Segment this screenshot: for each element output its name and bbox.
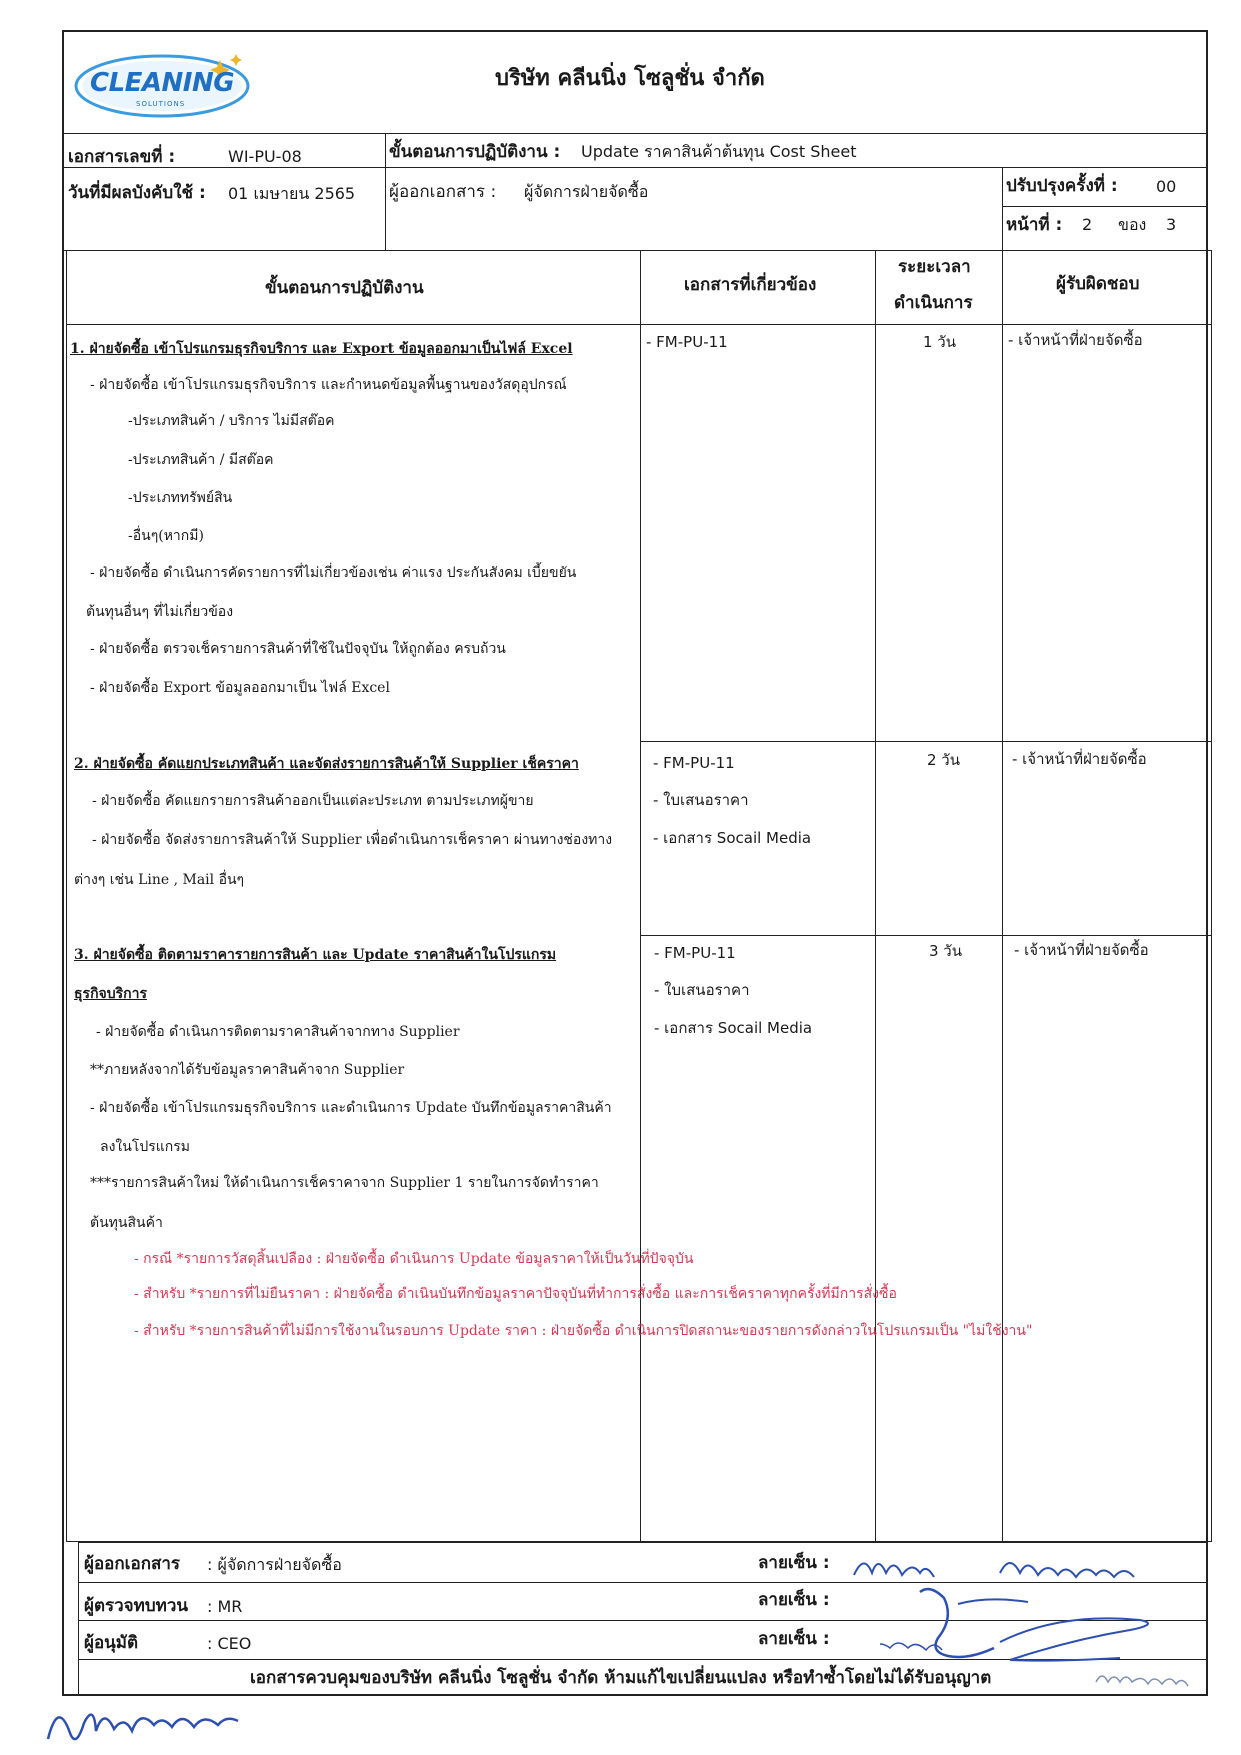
section-3-note: - กรณี *รายการวัสดุสิ้นเปลือง : ฝ่ายจัดซื้อ ดำเนินการ Update ข้อมูลราคาให้เป็นวันที่ปัจจุบัน — [134, 1251, 694, 1267]
approver-sign-label: ลายเซ็น : — [758, 1629, 830, 1649]
section-line: -ประเภทสินค้า / บริการ ไม่มีสต๊อค — [128, 413, 335, 429]
reviewer-approver-signature — [880, 1582, 1180, 1664]
section-line: - ฝ่ายจัดซื้อ ดำเนินการคัดรายการที่ไม่เกี่ยวข้องเช่น ค่าแรง ประกันสังคม เบี้ยขยัน — [90, 565, 577, 581]
rule — [875, 250, 876, 1542]
section-line: - ฝ่ายจัดซื้อ ดำเนินการติดตามราคาสินค้าจากทาง Supplier — [96, 1024, 460, 1040]
rule — [62, 133, 1208, 134]
header-responsible: ผู้รับผิดชอบ — [1056, 274, 1140, 294]
section-3-note: - สำหรับ *รายการที่ไม่ยืนราคา : ฝ่ายจัดซื้อ ดำเนินบันทึกข้อมูลราคาปัจจุบันที่ทำการสั่งซื้อ และการเช็คราคาทุกครั้งที่มีการสั่งซื้อ — [134, 1286, 897, 1302]
section-2-title: 2. ฝ่ายจัดซื้อ คัดแยกประเภทสินค้า และจัดส่งรายการสินค้าให้ Supplier เช็คราคา — [74, 756, 579, 772]
procedure-label: ขั้นตอนการปฏิบัติงาน : — [389, 142, 561, 162]
rule — [640, 250, 641, 1542]
section-line: **ภายหลังจากได้รับข้อมูลราคาสินค้าจาก Supplier — [90, 1062, 405, 1078]
section-3-title: 3. ฝ่ายจัดซื้อ ติดตามราคารายการสินค้า และ Update ราคาสินค้าในโปรแกรม — [74, 947, 557, 963]
issuer-value: ผู้จัดการฝ่ายจัดซื้อ — [524, 182, 649, 201]
issuer-label: ผู้ออกเอกสาร : — [389, 182, 497, 202]
effective-label: วันที่มีผลบังคับใช้ : — [68, 183, 206, 203]
section-line: - ฝ่ายจัดซื้อ เข้าโปรแกรมธุรกิจบริการ และดำเนินการ Update บันทึกข้อมูลราคาสินค้า — [90, 1100, 612, 1116]
section-line: - ฝ่ายจัดซื้อ Export ข้อมูลออกมาเป็น ไฟล์ Excel — [90, 680, 390, 696]
rule — [66, 324, 1212, 325]
footer-issuer-label: ผู้ออกเอกสาร — [84, 1554, 181, 1574]
procedure-table — [66, 250, 1212, 1542]
margin-handwriting — [1092, 1664, 1212, 1690]
section-2-duration: 2 วัน — [927, 751, 960, 769]
footer-issuer-value: : ผู้จัดการฝ่ายจัดซื้อ — [207, 1555, 342, 1574]
section-3-title-line2: ธุรกิจบริการ — [74, 986, 148, 1002]
effective-date: 01 เมษายน 2565 — [228, 184, 356, 203]
logo-wordmark: CLEANING — [90, 68, 235, 98]
page-number: 2 — [1082, 215, 1093, 234]
footer-approver-label: ผู้อนุมัติ — [84, 1633, 139, 1653]
revision-value: 00 — [1156, 177, 1177, 196]
section-3-duration: 3 วัน — [929, 942, 962, 960]
header-documents: เอกสารที่เกี่ยวข้อง — [684, 275, 817, 295]
section-line: ***รายการสินค้าใหม่ ให้ดำเนินการเช็คราคาจาก Supplier 1 รายในการจัดทำราคา — [90, 1175, 599, 1191]
section-line: ต่างๆ เช่น Line , Mail อื่นๆ — [74, 872, 245, 888]
section-1-document: - FM-PU-11 — [646, 333, 728, 351]
document-control-note: เอกสารควบคุมของบริษัท คลีนนิ่ง โซลูชั่น จำกัด ห้ามแก้ไขเปลี่ยนแปลง หรือทำซ้ำโดยไม่ได้รับอนุญาต — [250, 1668, 992, 1688]
section-line: - ฝ่ายจัดซื้อ จัดส่งรายการสินค้าให้ Supplier เพื่อดำเนินการเช็คราคา ผ่านทางช่องทาง — [92, 832, 613, 848]
page-label: หน้าที่ : — [1006, 215, 1063, 235]
rule — [640, 935, 1212, 936]
section-3-document: - ใบเสนอราคา — [654, 981, 750, 999]
page-total: 3 — [1166, 215, 1177, 234]
rule — [640, 741, 1212, 742]
rule — [1002, 250, 1003, 1542]
section-1-responsible: - เจ้าหน้าที่ฝ่ายจัดซื้อ — [1008, 331, 1143, 349]
section-line: - ฝ่ายจัดซื้อ เข้าโปรแกรมธุรกิจบริการ และกำหนดข้อมูลพื้นฐานของวัสดุอุปกรณ์ — [90, 377, 567, 393]
section-line: ลงในโปรแกรม — [100, 1139, 190, 1155]
issuer-sign-label: ลายเซ็น : — [758, 1553, 830, 1573]
rule — [385, 133, 386, 250]
header-steps: ขั้นตอนการปฏิบัติงาน — [265, 278, 424, 298]
section-2-responsible: - เจ้าหน้าที่ฝ่ายจัดซื้อ — [1012, 750, 1147, 768]
footer-approver-value: : CEO — [207, 1634, 252, 1653]
footer-reviewer-label: ผู้ตรวจทบทวน — [84, 1596, 189, 1616]
section-line: - ฝ่ายจัดซื้อ ตรวจเช็ครายการสินค้าที่ใช้ในปัจจุบัน ให้ถูกต้อง ครบถ้วน — [90, 641, 506, 657]
section-3-responsible: - เจ้าหน้าที่ฝ่ายจัดซื้อ — [1014, 941, 1149, 959]
page-of: ของ — [1118, 215, 1147, 234]
section-line: -ประเภททรัพย์สิน — [128, 490, 233, 506]
section-1-duration: 1 วัน — [923, 333, 956, 351]
procedure-value: Update ราคาสินค้าต้นทุน Cost Sheet — [581, 142, 857, 161]
section-line: - ฝ่ายจัดซื้อ คัดแยกรายการสินค้าออกเป็นแต่ละประเภท ตามประเภทผู้ขาย — [92, 793, 534, 809]
header-duration: ระยะเวลา — [898, 257, 971, 277]
section-1-title: 1. ฝ่ายจัดซื้อ เข้าโปรแกรมธุรกิจบริการ และ Export ข้อมูลออกมาเป็นไฟล์ Excel — [70, 341, 573, 357]
footer-reviewer-value: : MR — [207, 1597, 243, 1616]
company-name: บริษัท คลีนนิ่ง โซลูชั่น จำกัด — [495, 66, 765, 91]
section-2-document: - ใบเสนอราคา — [653, 791, 749, 809]
section-line: ต้นทุนสินค้า — [90, 1215, 163, 1231]
section-2-document: - FM-PU-11 — [653, 754, 735, 772]
section-3-document: - FM-PU-11 — [654, 944, 736, 962]
logo-subtext: SOLUTIONS — [136, 100, 186, 108]
bottom-signature — [40, 1695, 290, 1755]
revision-label: ปรับปรุงครั้งที่ : — [1006, 176, 1118, 196]
section-3-note: - สำหรับ *รายการสินค้าที่ไม่มีการใช้งานในรอบการ Update ราคา : ฝ่ายจัดซื้อ ดำเนินการปิดสถานะของรายการดังกล่าวในโปรแกรมเป็น "ไม่ใช้งาน" — [134, 1323, 1033, 1339]
rule — [1002, 167, 1003, 250]
section-line: ต้นทุนอื่นๆ ที่ไม่เกี่ยวข้อง — [86, 604, 234, 620]
company-logo — [70, 46, 260, 120]
rule — [62, 167, 1208, 168]
header-duration: ดำเนินการ — [894, 293, 973, 313]
section-3-document: - เอกสาร Socail Media — [654, 1019, 813, 1037]
section-2-document: - เอกสาร Socail Media — [653, 829, 812, 847]
rule — [1002, 206, 1208, 207]
section-line: -อื่นๆ(หากมี) — [128, 528, 204, 544]
doc-no-value: WI-PU-08 — [228, 147, 302, 166]
doc-no-label: เอกสารเลขที่ : — [68, 147, 176, 167]
section-line: -ประเภทสินค้า / มีสต๊อค — [128, 452, 274, 468]
reviewer-sign-label: ลายเซ็น : — [758, 1590, 830, 1610]
